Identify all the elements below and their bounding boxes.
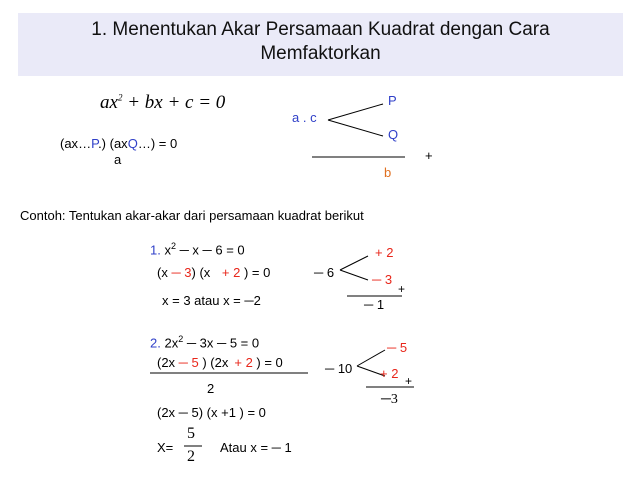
- ex1-number: 1.: [150, 242, 161, 258]
- ex1-eq-post: ─ x ─ 6 = 0: [175, 242, 245, 258]
- ex2-number: 2.: [150, 335, 161, 351]
- ex1-roots: x = 3 atau x = ─2: [162, 293, 261, 308]
- ex2-equation: [150, 334, 259, 350]
- factor-end: ) = 0: [150, 136, 178, 151]
- title-line-1: 1. Menentukan Akar Persamaan Kuadrat dengan Cara: [91, 19, 550, 40]
- diagram-p: P: [388, 93, 397, 108]
- ex2-eq-exponent: 2: [178, 334, 184, 344]
- ex2-branch-upper: [357, 350, 385, 366]
- diagram-b: b: [384, 165, 392, 180]
- diagram-ac: a . c: [292, 110, 317, 125]
- ex1-factor-e: ) = 0: [240, 265, 271, 280]
- ex1-equation: [150, 241, 245, 257]
- general-eq-rest: + bx + c = 0: [122, 92, 226, 113]
- factor-mid: .) (ax: [98, 136, 128, 151]
- diagram-plus: +: [425, 148, 433, 163]
- ex2-factor-d: + 2: [234, 355, 253, 370]
- ex2-mid-factor: + 2: [380, 366, 399, 381]
- factor-dots-1: …: [78, 136, 92, 151]
- ex2-roots-rest: Atau x = ─ 1: [220, 440, 292, 455]
- ex1-product: ─ 6: [314, 265, 335, 280]
- factor-pre: (ax: [60, 136, 79, 151]
- ex2-product: ─ 10: [325, 361, 353, 376]
- general-eq-ax: ax: [100, 92, 118, 113]
- ex1-eq-exponent: 2: [170, 241, 176, 251]
- ex1-eq-pre: x: [164, 242, 171, 258]
- factor-q: Q: [127, 136, 138, 151]
- ex2-factor-e: ) = 0: [252, 355, 283, 370]
- title-line-2: Memfaktorkan: [260, 43, 381, 64]
- ex2-simplified: (2x ─ 5) (x +1 ) = 0: [157, 405, 266, 420]
- general-denominator: a: [114, 152, 122, 167]
- diagram-branch-upper: [328, 104, 383, 120]
- ex1-branch-upper: [340, 256, 368, 270]
- diagram-branch-lower: [328, 120, 383, 136]
- ex1-factor-a: (x: [157, 265, 168, 280]
- ex2-top-factor: ─ 5: [387, 340, 408, 355]
- ex2-eq-pre: 2x: [164, 335, 179, 351]
- ex1-factor-c: ) (x: [191, 265, 211, 280]
- ex1-plus: +: [398, 282, 406, 296]
- ex2-factor-c: ) (2x: [198, 355, 229, 370]
- ex2-denominator: 2: [207, 381, 215, 396]
- ex2-eq-post: ─ 3x ─ 5 = 0: [183, 335, 260, 351]
- ex1-branch-lower: [340, 270, 368, 280]
- ex2-plus: +: [405, 374, 413, 388]
- ex1-result: ─ 1: [364, 297, 385, 312]
- ex2-factor: [157, 355, 283, 370]
- general-eq-exponent: 2: [117, 92, 123, 103]
- ex1-mid-factor: ─ 3: [372, 272, 393, 287]
- ex2-factor-b: ─ 5: [175, 355, 199, 370]
- factor-p: P: [91, 136, 99, 151]
- diagram-q: Q: [388, 127, 399, 142]
- ex2-x-label: X=: [157, 440, 174, 455]
- ex2-factor-a: (2x: [157, 355, 176, 370]
- example-heading: Contoh: Tentukan akar-akar dari persamaan kuadrat berikut: [20, 208, 364, 223]
- ex1-factor: [157, 265, 270, 280]
- ex1-top-factor: + 2: [375, 245, 394, 260]
- ex2-frac-numerator: 5: [187, 425, 195, 442]
- ex2-result: ─3: [381, 392, 398, 407]
- ex2-frac-denominator: 2: [187, 448, 195, 465]
- ex1-factor-b: ─ 3: [167, 265, 192, 280]
- ex1-factor-d: + 2: [218, 265, 241, 280]
- factor-dots-2: …: [137, 136, 151, 151]
